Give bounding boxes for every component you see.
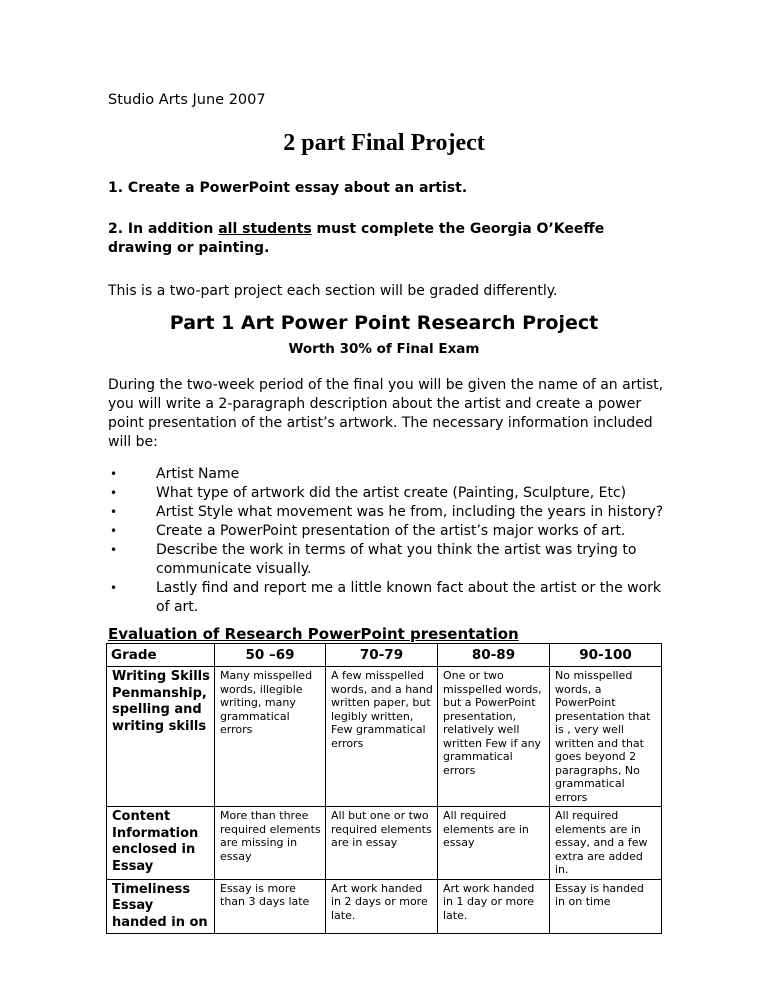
step-two [108,220,668,258]
bullet-icon: • [110,467,118,481]
table-cell: Essay is more than 3 days late [215,879,326,934]
step-two-suffix: must complete the Georgia O’Keeffe drawing or painting. [108,221,605,256]
table-cell: All required elements are in essay [438,807,550,880]
column-header-80-89: 80-89 [438,644,550,667]
table-cell: Many misspelled words, illegible writing, many grammatical errors [215,667,326,807]
table-row [107,807,662,880]
list-item-text: Lastly find and report me a little known fact about the artist or the work of art. [156,580,662,615]
list-item-text: Artist Name [156,466,240,482]
table-cell: More than three required elements are missing in essay [215,807,326,880]
table-cell: All required elements are in essay, and a few extra are added in. [550,807,662,880]
page-title: 2 part Final Project [283,130,485,156]
evaluation-title: Evaluation of Research PowerPoint presentation [108,625,519,643]
list-item [108,503,668,522]
list-item-text: Describe the work in terms of what you think the artist was trying to communicate visually. [156,542,637,577]
part1-description: During the two-week period of the final you will be given the name of an artist, you will write a 2-paragraph description about the artist and create a power point presentation of the artist’s artwork. The necessary information included will be: [108,377,664,450]
evaluation-rubric-table [106,643,662,934]
list-item [108,579,668,617]
column-header-grade: Grade [107,644,215,667]
column-header-90-100: 90-100 [550,644,662,667]
table-cell: Art work handed in 1 day or more late. [438,879,550,934]
table-cell: No misspelled words, a PowerPoint presentation that is , very well written and that goes beyond 2 paragraphs, No grammatical errors [550,667,662,807]
list-item [108,541,668,579]
table-cell: All but one or two required elements are in essay [326,807,438,880]
course-header: Studio Arts June 2007 [108,92,266,108]
row-header-content: Content Information enclosed in Essay [107,807,215,880]
list-item [108,522,668,541]
row-header-writing-skills: Writing Skills Penmanship, spelling and writing skills [107,667,215,807]
step-two-prefix: 2. In addition [108,221,219,237]
list-item [108,484,668,503]
bullet-icon: • [110,486,118,500]
table-row [107,879,662,934]
list-item [108,465,668,484]
bullet-icon: • [110,524,118,538]
list-item-text: What type of artwork did the artist create (Painting, Sculpture, Etc) [156,485,627,501]
bullet-icon: • [110,505,118,519]
part1-subtitle: Worth 30% of Final Exam [288,341,480,357]
table-header-row [107,644,662,667]
step-one: 1. Create a PowerPoint essay about an artist. [108,180,468,196]
row-header-timeliness: Timeliness Essay handed in on [107,879,215,934]
list-item-text: Create a PowerPoint presentation of the artist’s major works of art. [156,523,626,539]
bullet-icon: • [110,543,118,557]
table-cell: Essay is handed in on time [550,879,662,934]
part1-title: Part 1 Art Power Point Research Project [169,312,599,334]
bullet-icon: • [110,581,118,595]
table-cell: Art work handed in 2 days or more late. [326,879,438,934]
column-header-70-79: 70-79 [326,644,438,667]
column-header-50-69: 50 –69 [215,644,326,667]
intro-text: This is a two-part project each section will be graded differently. [108,283,558,299]
requirements-list [108,465,668,617]
table-cell: A few misspelled words, and a hand written paper, but legibly written, Few grammatical errors [326,667,438,807]
table-row [107,667,662,807]
step-two-emphasis: all students [218,221,312,237]
table-cell: One or two misspelled words, but a PowerPoint presentation, relatively well written Few if any grammatical errors [438,667,550,807]
list-item-text: Artist Style what movement was he from, including the years in history? [156,504,664,520]
